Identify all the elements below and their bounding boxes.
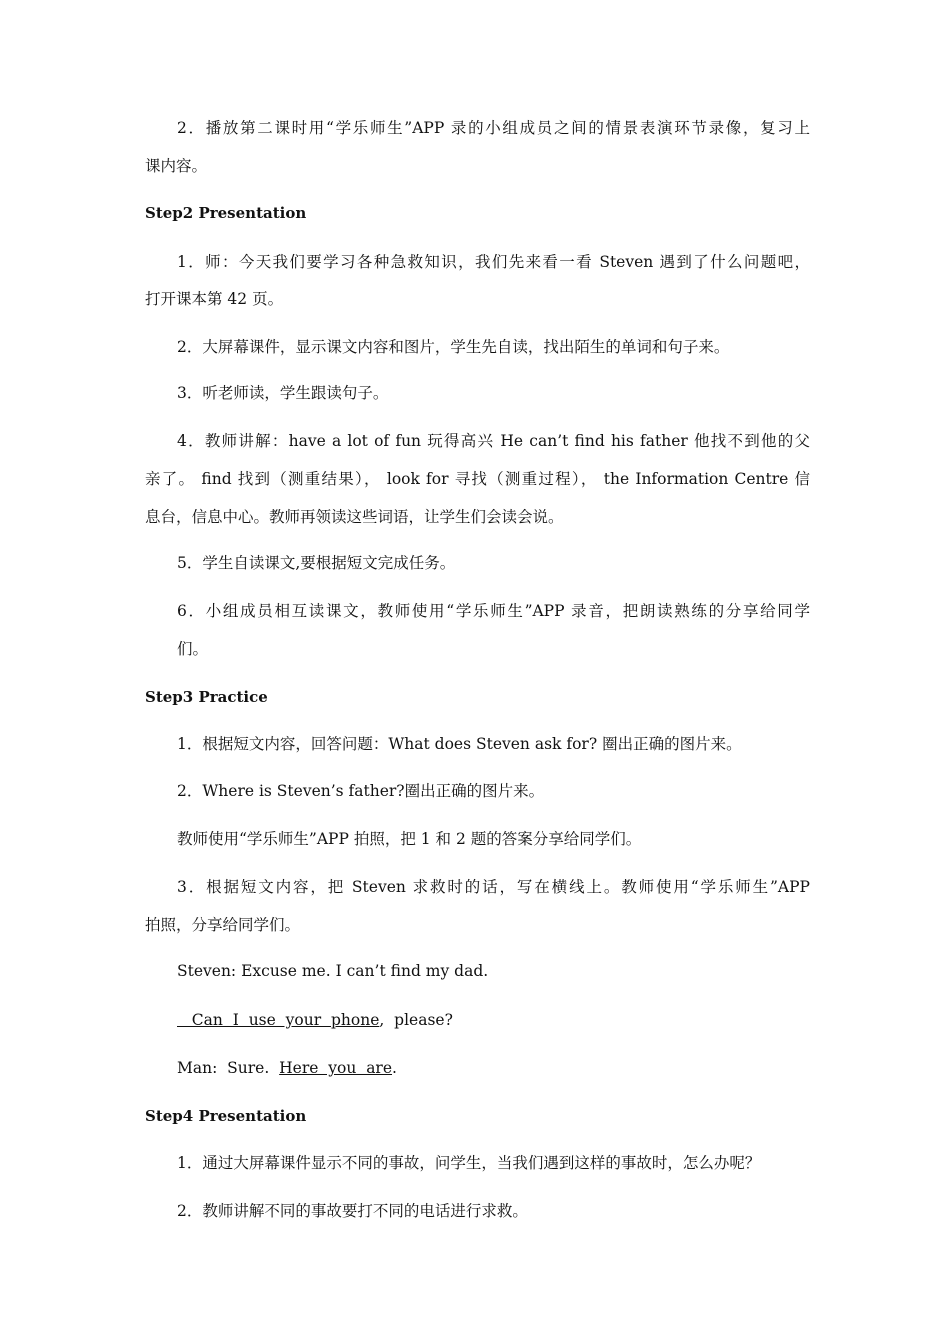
paragraph-line: 拍照，分享给同学们。 bbox=[145, 916, 301, 934]
paragraph-line: 亲了。 find 找到（测重结果）， look for 寻找（测重过程）， the Information Centre 信 bbox=[145, 470, 810, 488]
section-heading: Step2 Presentation bbox=[145, 204, 307, 222]
paragraph-line: 6．小组成员相互读课文，教师使用“学乐师生”APP 录音，把朗读熟练的分享给同学 bbox=[177, 602, 810, 620]
answer-line bbox=[177, 1058, 810, 1078]
paragraph-line: 2．播放第二课时用“学乐师生”APP 录的小组成员之间的情景表演环节录像，复习上 bbox=[177, 119, 810, 137]
section-heading: Step4 Presentation bbox=[145, 1107, 307, 1125]
paragraph-line: 4．教师讲解：have a lot of fun 玩得高兴 He can’t find his father 他找不到他的父 bbox=[177, 432, 810, 450]
speaker-lead: Man: Sure. bbox=[177, 1059, 280, 1077]
paragraph-line: 3．听老师读，学生跟读句子。 bbox=[177, 384, 389, 402]
paragraph-line: 打开课本第 42 页。 bbox=[145, 290, 284, 308]
answer-blank: Can I use your phone bbox=[177, 1011, 380, 1029]
paragraph-line: 们。 bbox=[177, 640, 209, 658]
paragraph-line: 2．大屏幕课件，显示课文内容和图片，学生先自读，找出陌生的单词和句子来。 bbox=[177, 338, 730, 356]
paragraph-line: 课内容。 bbox=[145, 157, 208, 175]
answer-line bbox=[177, 1010, 810, 1030]
paragraph-line: 1．通过大屏幕课件显示不同的事故，问学生，当我们遇到这样的事故时，怎么办呢？ bbox=[177, 1154, 761, 1172]
dialogue-line: Steven: Excuse me. I can’t find my dad. bbox=[177, 962, 489, 980]
paragraph-line: 1．师：今天我们要学习各种急救知识，我们先来看一看 Steven 遇到了什么问题吧， bbox=[177, 253, 810, 271]
answer-rest: , please? bbox=[379, 1011, 453, 1029]
paragraph-line: 3．根据短文内容，把 Steven 求救时的话，写在横线上。教师使用“学乐师生”APP bbox=[177, 878, 810, 896]
paragraph-line: 5．学生自读课文,要根据短文完成任务。 bbox=[177, 554, 456, 572]
paragraph-line: 2．Where is Steven’s father?圈出正确的图片来。 bbox=[177, 782, 545, 800]
section-heading: Step3 Practice bbox=[145, 688, 268, 706]
paragraph-line: 教师使用“学乐师生”APP 拍照，把 1 和 2 题的答案分享给同学们。 bbox=[177, 830, 642, 848]
answer-rest: . bbox=[392, 1059, 397, 1077]
answer-blank: Here you are bbox=[279, 1059, 393, 1077]
paragraph-line: 息台，信息中心。教师再领读这些词语，让学生们会读会说。 bbox=[145, 508, 564, 526]
paragraph-line: 2．教师讲解不同的事故要打不同的电话进行求救。 bbox=[177, 1202, 528, 1220]
paragraph-line: 1．根据短文内容，回答问题：What does Steven ask for? 圈出正确的图片来。 bbox=[177, 735, 742, 753]
